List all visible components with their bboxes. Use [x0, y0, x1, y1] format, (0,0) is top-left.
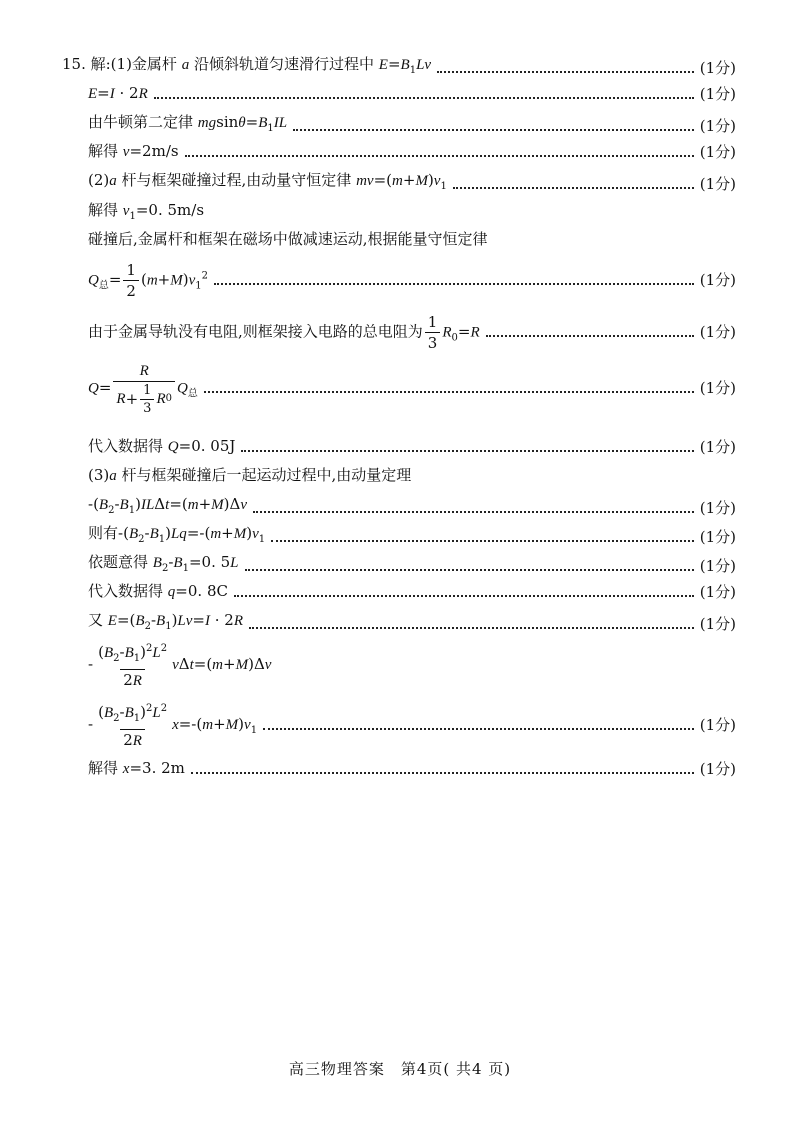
solution-line-9: 由于金属导轨没有电阻,则框架接入电路的总电阻为 $\frac{1}{3}$ $R_0=R$ (1分) [88, 312, 736, 352]
score-label: (1分) [699, 527, 736, 546]
score-label: (1分) [699, 142, 736, 161]
dot-leader [263, 728, 694, 730]
score-label: (1分) [699, 379, 736, 397]
line-mid: 杆与框架碰撞后一起运动过程中,由动量定理 [121, 466, 412, 484]
dot-leader [204, 391, 694, 393]
line-prefix: 代入数据得 [88, 437, 164, 455]
line-prefix: 由牛顿第二定律 [88, 113, 194, 131]
score-label: (1分) [699, 58, 736, 77]
dot-leader [185, 155, 694, 157]
dot-leader [486, 335, 694, 337]
dot-leader [271, 540, 694, 542]
result-value: 0. 5m/s [148, 201, 205, 219]
dot-leader [191, 772, 694, 774]
score-label: (1分) [699, 437, 736, 456]
result-value: 2m/s [142, 142, 179, 160]
score-label: (1分) [699, 116, 736, 135]
solution-line-2: E=I · 2R (1分) [88, 84, 736, 103]
result-value: 3. 2m [142, 759, 185, 777]
result-value: 0. 05J [191, 437, 236, 455]
line-prefix: 依题意得 [88, 553, 149, 571]
solution-line-3: 由牛顿第二定律 $mgsin\theta=B_1IL$ (1分) [88, 113, 736, 135]
solution-line-17: 又 $E=(B_2-B_1)Lv=I \cdot 2R$ (1分) [88, 611, 736, 633]
line-prefix: (3) [88, 466, 110, 484]
solution-line-19: - $\frac{(B_2-B_1)^2L^2}{2R}$ $x=-(m+M)v_1$ (1分) [88, 700, 736, 750]
dot-leader [234, 595, 694, 597]
score-label: (1分) [699, 582, 736, 601]
page-footer: 高三物理答案 第4页( 共4 页) [288, 1060, 512, 1078]
dot-leader [214, 283, 694, 285]
fraction: R R + $\frac{1}{3}$ R 0 [113, 361, 175, 416]
score-label: (1分) [699, 84, 736, 103]
subscript-label: 总 [187, 388, 198, 399]
dot-leader [249, 627, 694, 629]
line-mid: 杆与框架碰撞过程,由动量守恒定律 [121, 171, 352, 189]
solution-line-6: 解得 $v_1=0$. 5m/s [88, 201, 205, 222]
score-label: (1分) [699, 498, 736, 517]
fraction: $\frac{1}{2}$ [123, 261, 139, 300]
dot-leader [437, 71, 694, 73]
solution-line-14: 则有$-(B_2-B_1)Lq=-(m+M)v_1$ (1分) [88, 524, 736, 546]
dot-leader [241, 450, 693, 452]
result-value: 0. 5 [201, 553, 231, 571]
subscript-label: 总 [98, 280, 109, 291]
solution-line-10: Q= R R + $\frac{1}{3}$ R 0 $Q_总$ (1分) [88, 362, 736, 416]
solution-line-18: - $\frac{(B_2-B_1)^2L^2}{2R}$ vΔt=(m+M)Δv [88, 640, 736, 690]
solution-line-13: $-(B_2-B_1)IL\Delta t=(m+M)\Delta v$ (1分) [88, 495, 736, 517]
line-prefix: 解得 [88, 759, 119, 777]
line-text: 碰撞后,金属杆和框架在磁场中做减速运动,根据能量守恒定律 [88, 230, 488, 248]
solution-line-8: $Q_总=$ $\frac{1}{2}$ $(m+M)v_1^2$ (1分) [88, 260, 736, 300]
score-label: (1分) [699, 716, 736, 734]
dot-leader [253, 511, 694, 513]
line-prefix: 则有 [88, 524, 119, 542]
score-label: (1分) [699, 759, 736, 778]
score-label: (1分) [699, 323, 736, 341]
solution-line-20: 解得 x=3. 2m (1分) [88, 759, 736, 778]
solution-line-1: 15. 解:(1)金属杆 a 沿倾斜轨道匀速滑行过程中 $E=B_1Lv$ (1分) [62, 55, 736, 77]
line-prefix: 15. 解:(1)金属杆 [62, 55, 177, 73]
solution-line-16: 代入数据得 q=0. 8C (1分) [88, 582, 736, 601]
fraction: $\frac{(B_2-B_1)^2L^2}{2R}$ [98, 643, 168, 689]
dot-leader [453, 187, 694, 189]
solution-line-12: (3)a 杆与框架碰撞后一起运动过程中,由动量定理 [88, 466, 412, 484]
result-value: 0. 8C [187, 582, 228, 600]
line-prefix: 由于金属导轨没有电阻,则框架接入电路的总电阻为 [88, 322, 423, 340]
score-label: (1分) [699, 271, 736, 289]
line-mid: 沿倾斜轨道匀速滑行过程中 [194, 55, 375, 73]
solution-line-5: (2)a 杆与框架碰撞过程,由动量守恒定律 $mv=(m+M)v_1$ (1分) [88, 171, 736, 193]
solution-line-11: 代入数据得 Q=0. 05J (1分) [88, 437, 736, 456]
dot-leader [293, 129, 694, 131]
line-prefix: 又 [88, 611, 104, 629]
fraction: $\frac{1}{3}$ [425, 313, 441, 352]
line-prefix: 解得 [88, 142, 119, 160]
score-label: (1分) [699, 174, 736, 193]
solution-line-4: 解得 v=2m/s (1分) [88, 142, 736, 161]
fraction: $\frac{(B_2-B_1)^2L^2}{2R}$ [98, 703, 168, 749]
line-prefix: 代入数据得 [88, 582, 164, 600]
dot-leader [154, 97, 694, 99]
solution-line-7 [88, 229, 736, 249]
line-prefix: 解得 [88, 201, 119, 219]
line-prefix: (2) [88, 171, 110, 189]
solution-line-15: 依题意得 $B_2-B_1=0$. 5L (1分) [88, 553, 736, 575]
score-label: (1分) [699, 556, 736, 575]
dot-leader [245, 569, 694, 571]
score-label: (1分) [699, 614, 736, 633]
